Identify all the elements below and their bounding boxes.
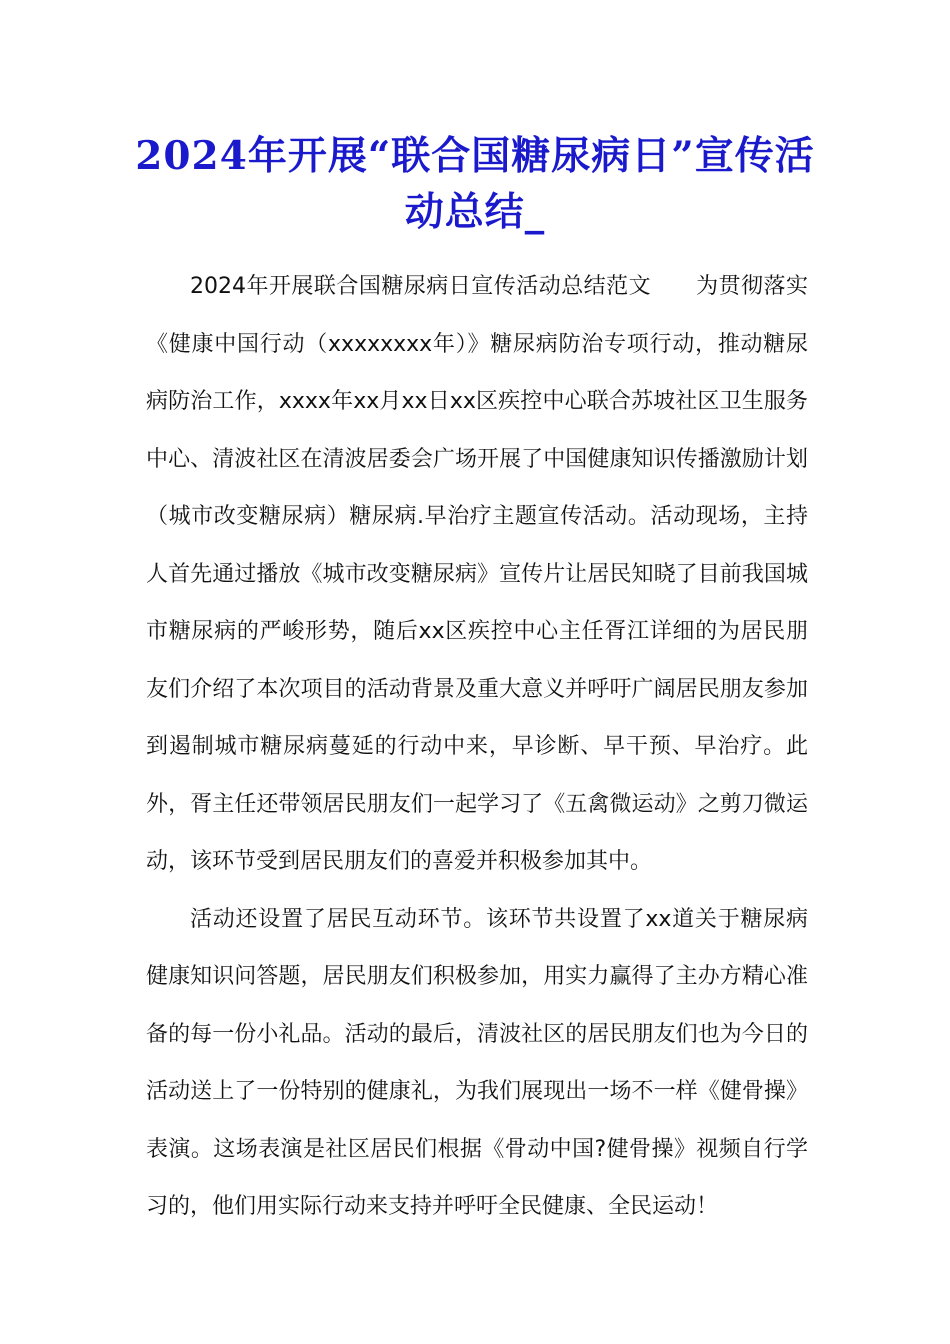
paragraph-2: 活动还设置了居民互动环节。该环节共设置了xx道关于糖尿病健康知识问答题，居民朋友们积极参加，用实力赢得了主办方精心准备的每一份小礼品。活动的最后，清波社区的居民朋友们也为今日的活动送上了一份特别的健康礼，为我们展现出一场不一样《健骨操》表演。这场表演是社区居民们根据《骨动中国?健骨操》视频自行学习的，他们用实际行动来支持并呼吁全民健康、全民运动！ [146,906,808,1219]
document-body [146,258,808,1236]
document-title: 2024年开展“联合国糖尿病日”宣传活动总结_ [135,133,815,235]
paragraph-1: 2024年开展联合国糖尿病日宣传活动总结范文 为贯彻落实《健康中国行动（xxxxxxxx年）》糖尿病防治专项行动，推动糖尿病防治工作，xxxx年xx月xx日xx区疾控中心联合苏坡社区卫生服务中心、清波社区在清波居委会广场开展了中国健康知识传播激励计划（城市改变糖尿病）糖尿病.早治疗主题宣传活动。活动现场，主持人首先通过播放《城市改变糖尿病》宣传片让居民知晓了目前我国城市糖尿病的严峻形势，随后xx区疾控中心主任胥江详细的为居民朋友们介绍了本次项目的活动背景及重大意义并呼吁广阔居民朋友参加到遏制城市糖尿病蔓延的行动中来，早诊断、早干预、早治疗。此外，胥主任还带领居民朋友们一起学习了《五禽微运动》之剪刀微运动，该环节受到居民朋友们的喜爱并积极参加其中。 [146,274,808,874]
